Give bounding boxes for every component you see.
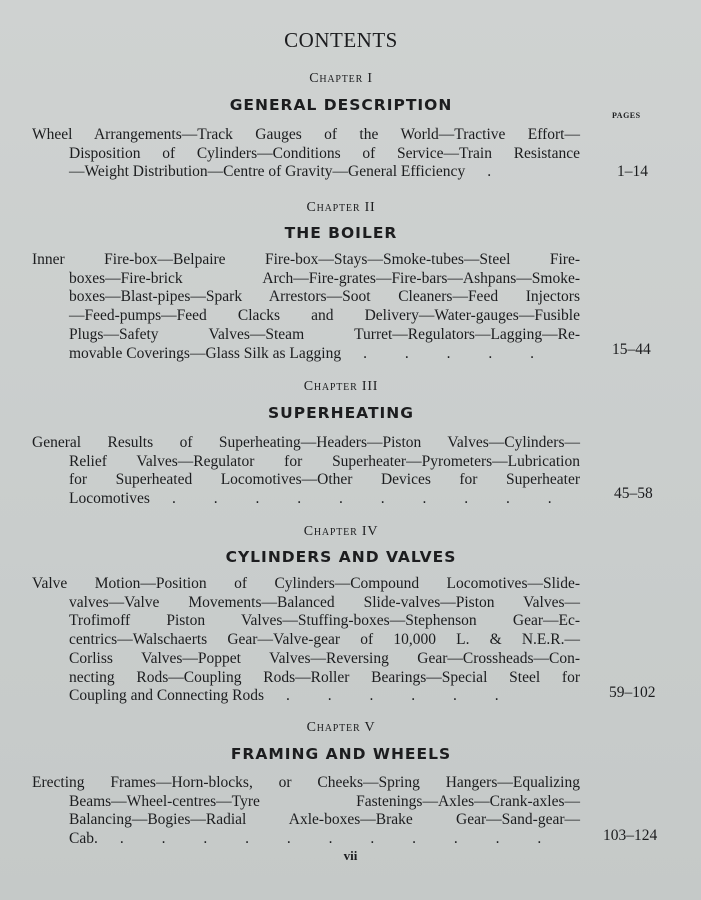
entry-line: centrics—Walschaerts Gear—Valve-gear of 10,000 L. & N.E.R.— (69, 631, 580, 649)
entry-line: —Feed-pumps—Feed Clacks and Delivery—Water-gauges—Fusible (69, 307, 580, 325)
chapter-4-pages: 59–102 (609, 684, 656, 701)
entry-line: Erecting Frames—Horn-blocks, or Cheeks—Spring Hangers—Equalizing (32, 774, 580, 791)
entry-line: General Results of Superheating—Headers—Piston Valves—Cylinders— (32, 434, 580, 451)
page-number: vii (343, 848, 358, 863)
chapter-5-entry (32, 774, 580, 849)
chapter-4-entry (32, 575, 580, 706)
entry-line: valves—Valve Movements—Balanced Slide-valves—Piston Valves— (69, 593, 580, 611)
chapter-3-label: Chapter III (303, 379, 379, 394)
entry-line: Balancing—Bogies—Radial Axle-boxes—Brake Gear—Sand-gear— (69, 811, 580, 829)
chapter-3-entry (32, 434, 580, 509)
page-title: CONTENTS (284, 28, 398, 52)
entry-line: Cab. . . . . . . . . . . . (69, 830, 559, 848)
chapter-5-pages: 103–124 (603, 827, 658, 844)
dot-leader: . . . . . . . . . . (171, 490, 569, 508)
dot-leader: . . . . . . (286, 687, 516, 705)
dot-leader: . . . . . . . . . . . (119, 830, 559, 848)
entry-line: necting Rods—Coupling Rods—Roller Bearings—Special Steel for (69, 668, 580, 686)
chapter-1-entry (32, 126, 580, 182)
dot-leader: . . . . . (363, 344, 551, 362)
chapter-3-title: SUPERHEATING (267, 404, 415, 422)
entry-line: Plugs—Safety Valves—Steam Turret—Regulators—Lagging—Re- (69, 325, 580, 343)
entry-line: for Superheated Locomotives—Other Devices for Superheater (69, 471, 580, 489)
chapter-5-title: FRAMING AND WHEELS (230, 745, 452, 763)
entry-line: —Weight Distribution—Centre of Gravity—General Efficiency . (69, 163, 509, 181)
entry-line: Valve Motion—Position of Cylinders—Compound Locomotives—Slide- (32, 575, 580, 592)
chapter-2-pages: 15–44 (612, 341, 651, 358)
chapter-2-title: THE BOILER (284, 224, 398, 242)
chapter-1-label: Chapter I (309, 71, 373, 86)
entry-line: Corliss Valves—Poppet Valves—Reversing Gear—Crossheads—Con- (69, 649, 580, 667)
chapter-4-title: CYLINDERS AND VALVES (225, 548, 457, 566)
entry-line: Trofimoff Piston Valves—Stuffing-boxes—Stephenson Gear—Ec- (69, 612, 580, 630)
chapter-3-pages: 45–58 (614, 485, 653, 502)
entry-line: boxes—Blast-pipes—Spark Arrestors—Soot Cleaners—Feed Injectors (69, 288, 580, 306)
chapter-5-label: Chapter V (306, 720, 376, 735)
chapter-2-label: Chapter II (306, 200, 376, 215)
dot-leader: . (487, 163, 509, 181)
chapter-4-label: Chapter IV (303, 524, 379, 539)
entry-line: Beams—Wheel-centres—Tyre Fastenings—Axles—Crank-axles— (69, 792, 580, 810)
entry-line: Relief Valves—Regulator for Superheater—Pyrometers—Lubrication (69, 452, 580, 470)
chapter-1-title: GENERAL DESCRIPTION (229, 96, 453, 114)
entry-line: Disposition of Cylinders—Conditions of Service—Train Resistance (69, 144, 580, 162)
entry-line: Locomotives . . . . . . . . . . (69, 490, 569, 508)
entry-line: boxes—Fire-brick Arch—Fire-grates—Fire-bars—Ashpans—Smoke- (69, 269, 580, 287)
pages-heading: PAGES (612, 111, 641, 120)
entry-line: Inner Fire-box—Belpaire Fire-box—Stays—Smoke-tubes—Steel Fire- (32, 251, 580, 268)
entry-line: Coupling and Connecting Rods . . . . . . (69, 687, 516, 705)
chapter-1-pages: 1–14 (617, 163, 648, 180)
chapter-2-entry (32, 251, 580, 363)
entry-line: movable Coverings—Glass Silk as Lagging . . . . . (69, 344, 551, 362)
entry-line: Wheel Arrangements—Track Gauges of the World—Tractive Effort— (32, 126, 580, 143)
